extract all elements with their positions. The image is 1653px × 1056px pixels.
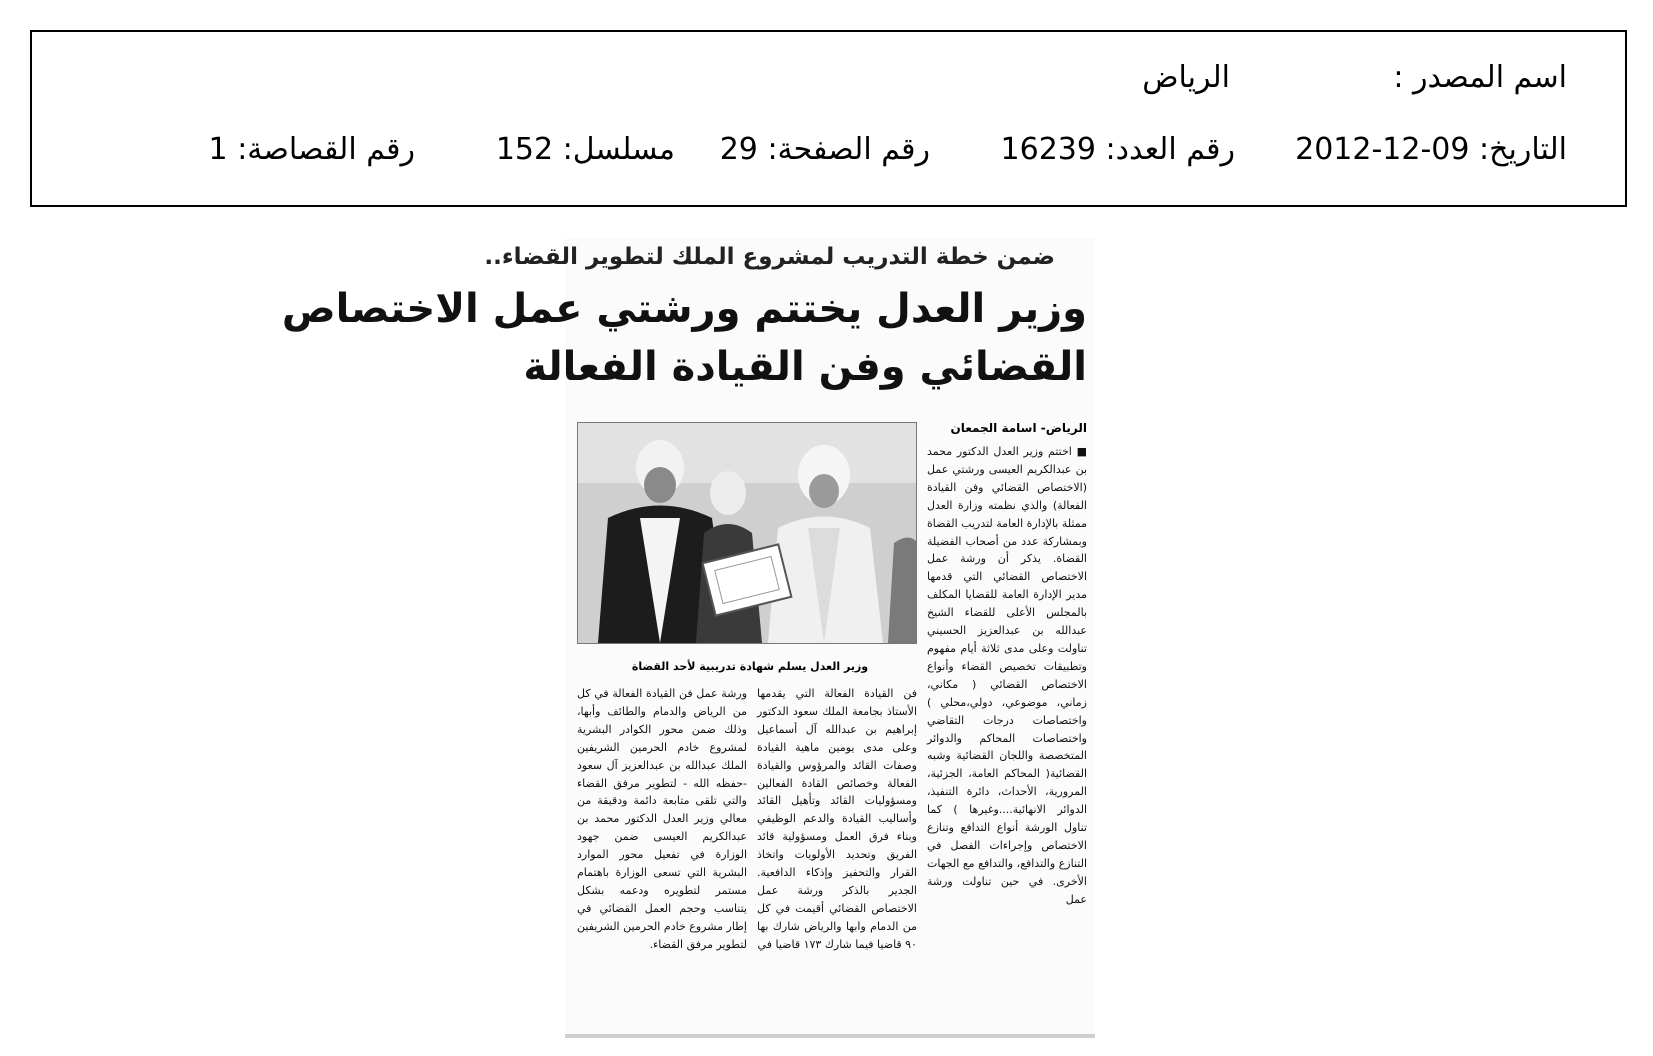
date-field	[1295, 128, 1567, 172]
issue-value: 16239	[1000, 132, 1096, 167]
serial-field	[496, 128, 675, 172]
page-label: رقم الصفحة:	[767, 132, 930, 167]
article-column-2: فن القيادة الفعالة التي يقدمها الأستاذ بجامعة الملك سعود الدكتور إبراهيم بن عبدالله آل أسماعيل وعلى مدى يومين ماهية القيادة وصفات القائد والمرؤوس والقيادة الفعالة وخصائص القادة الفعالين ومسؤوليات القائد وتأهيل القائد وأساليب القيادة والدعم الوظيفي وبناء فرق العمل ومسؤولية قائد الفريق وتحديد الأولويات واتخاذ القرار والتحفيز وإذكاء الدافعية. الجدير بالذكر ورشة عمل الاختصاص القضائي أقيمت في كل من الدمام وابها والرياض شارك بها ٩٠ قاضيا فيما شارك ١٧٣ قاضيا في	[757, 687, 917, 951]
clip-label: رقم القصاصة:	[237, 132, 415, 167]
source-line	[32, 56, 1625, 100]
clip-value: 1	[208, 132, 228, 167]
photo-illustration	[578, 423, 916, 643]
headline-line-1: وزير العدل يختتم ورشتي عمل الاختصاص	[281, 286, 1087, 332]
page-field	[720, 128, 930, 172]
article-column-1: ■ اختتم وزير العدل الدكتور محمد بن عبدالكريم العيسى ورشتي عمل (الاختصاص القضائي وفن القيادة الفعالة) والذي نظمته وزارة العدل ممثلة بالإدارة العامة لتدريب القضاة وبمشاركة عدد من أصحاب الفضيلة القضاة. يذكر أن ورشة عمل الاختصاص القضائي التي قدمها مدير الإدارة العامة للقضايا المكلف بالمجلس الأعلى للقضاء الشيخ عبدالله بن عبدالعزيز الحسيني تناولت وعلى مدى ثلاثة أيام مفهوم وتطبيقات تخصيص القضاء وأنواع الاختصاص القضائي ( مكاني، زماني، موضوعي، دولي،محلي ) واختصاصات درجات التقاضي واختصاصات المحاكم والدوائر المتخصصة واللجان القضائية وشبه القضائية( المحاكم العامة، الجزئية، المرورية، الأحداث، دائرة التنفيذ، الدوائر الانهائية....وغيرها ) كما تناول الورشة أنواع التدافع وتنازع الاختصاص وإجراءات الفصل في التنازع والتدافع، والتدافع مع الجهات الأخرى. في حين تناولت ورشة عمل	[927, 445, 1087, 906]
date-value: 2012-12-09	[1295, 132, 1470, 167]
clipping-metadata-box	[30, 30, 1627, 207]
photo-caption: وزير العدل يسلم شهادة تدريبية لأحد القضاة	[631, 660, 869, 673]
date-label: التاريخ:	[1479, 132, 1567, 167]
article-column-3: ورشة عمل فن القيادة الفعالة في كل من الرياض والدمام والطائف وأبها، وذلك ضمن محور الكوادر البشرية لمشروع خادم الحرمين الشريفين الملك عبدالله بن عبدالعزيز آل سعود -حفظه الله - لتطوير مرفق القضاء والتي تلقى متابعة دائمة ودقيقة من معالي وزير العدل الدكتور محمد بن عبدالكريم العيسى ضمن جهود الوزارة في تفعيل محور الموارد البشرية التي تسعى الوزارة باهتمام مستمر لتطويره ودعمه بشكل يتناسب وحجم العمل القضائي في إطار مشروع خادم الحرمين الشريفين لتطوير مرفق القضاء.	[577, 687, 747, 951]
newspaper-clipping	[281, 238, 1095, 1038]
article-photo	[577, 422, 917, 644]
article-kicker: ضمن خطة التدريب لمشروع الملك لتطوير القضاء..	[484, 244, 1055, 270]
clip-field	[209, 128, 415, 172]
details-line	[32, 128, 1625, 172]
article-headline	[281, 280, 1087, 396]
serial-label: مسلسل:	[562, 132, 675, 167]
headline-line-2: القضائي وفن القيادة الفعالة	[523, 344, 1087, 390]
issue-label: رقم العدد:	[1105, 132, 1235, 167]
page-value: 29	[719, 132, 758, 167]
source-value: الرياض	[1142, 60, 1230, 95]
article-byline: الرياض- اسامة الجمعان	[950, 421, 1087, 435]
issue-field	[1001, 128, 1235, 172]
serial-value: 152	[495, 132, 554, 167]
source-label: اسم المصدر :	[1393, 60, 1567, 95]
